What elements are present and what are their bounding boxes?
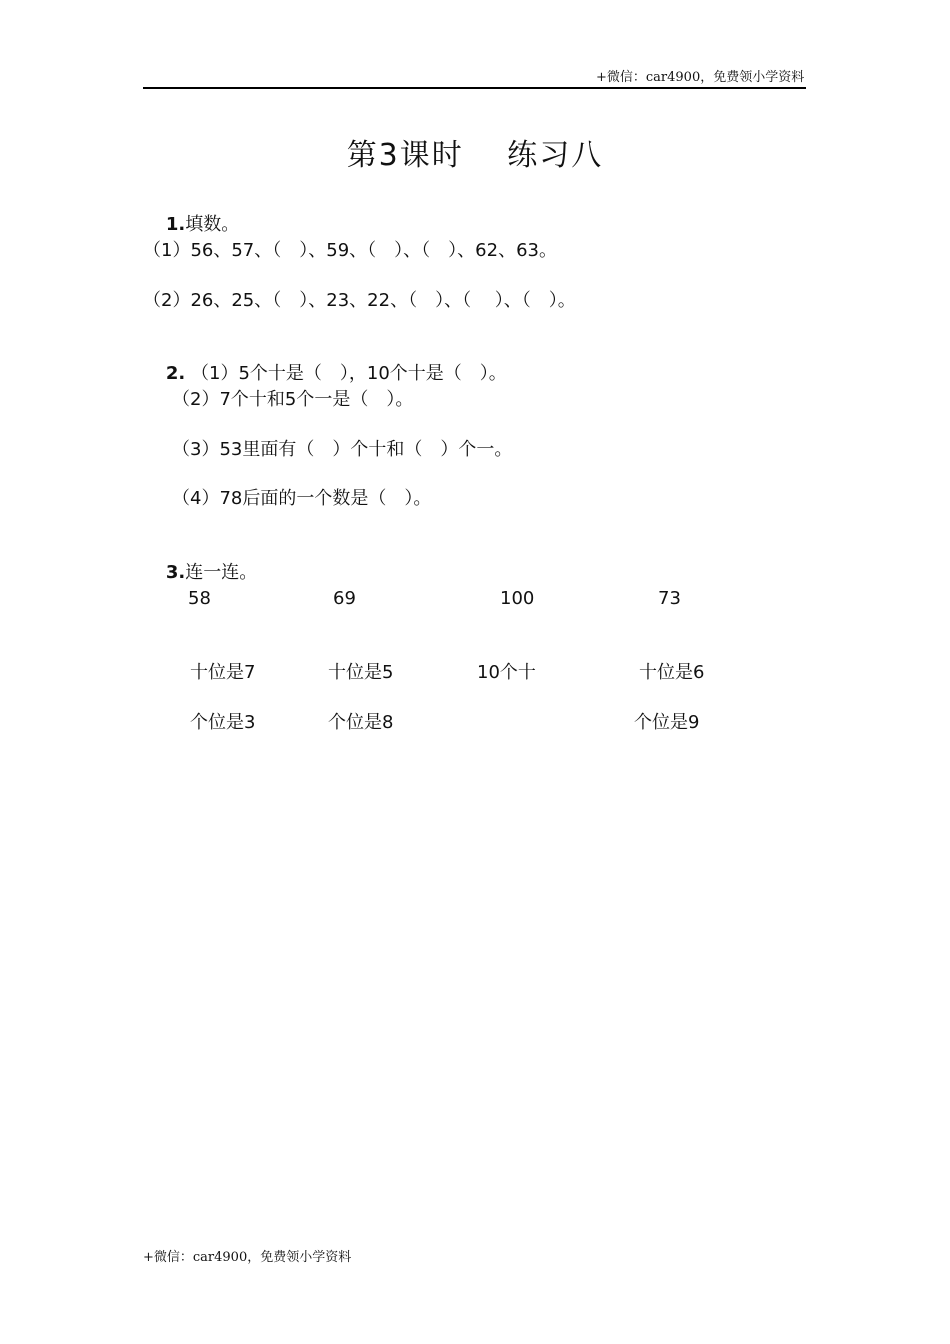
question-3-number: 3.: [165, 562, 186, 583]
question-1-text: 填数。: [185, 214, 240, 235]
match-ones-9: 个位是9: [634, 712, 700, 733]
question-2-item-1: （1）5个十是（ ），10个十是（ ）。: [191, 363, 507, 384]
match-number-2: 69: [333, 588, 356, 609]
question-2-item-2: （2）7个十和5个一是（ ）。: [172, 389, 414, 410]
question-2-item-4: （4）78后面的一个数是（ ）。: [172, 488, 432, 509]
match-tens-5: 十位是5: [328, 662, 394, 683]
match-tens-7: 十位是7: [190, 662, 256, 683]
match-ones-3: 个位是3: [190, 712, 256, 733]
question-2-item-3: （3）53里面有（ ）个十和（ ）个一。: [172, 439, 513, 460]
question-1-item-1: （1）56、57、（ ）、59、（ ）、（ ）、62、63。: [143, 240, 557, 261]
question-3-text: 连一连。: [185, 562, 258, 583]
match-number-3: 100: [500, 588, 535, 609]
question-2-number: 2.: [165, 363, 186, 384]
match-ten-tens: 10个十: [477, 662, 536, 683]
page-title: 第3课时 练习八: [346, 138, 604, 173]
footer-note: +微信：car4900，免费领小学资料: [143, 1250, 352, 1265]
match-tens-6: 十位是6: [639, 662, 705, 683]
header-note: +微信：car4900，免费领小学资料: [596, 70, 805, 85]
match-number-4: 73: [658, 588, 681, 609]
header-divider: [143, 87, 806, 89]
match-ones-8: 个位是8: [328, 712, 394, 733]
match-number-1: 58: [188, 588, 211, 609]
question-1-item-2: （2）26、25、（ ）、23、22、（ ）、（ ）、（ ）。: [143, 290, 576, 311]
question-1-number: 1.: [165, 214, 186, 235]
